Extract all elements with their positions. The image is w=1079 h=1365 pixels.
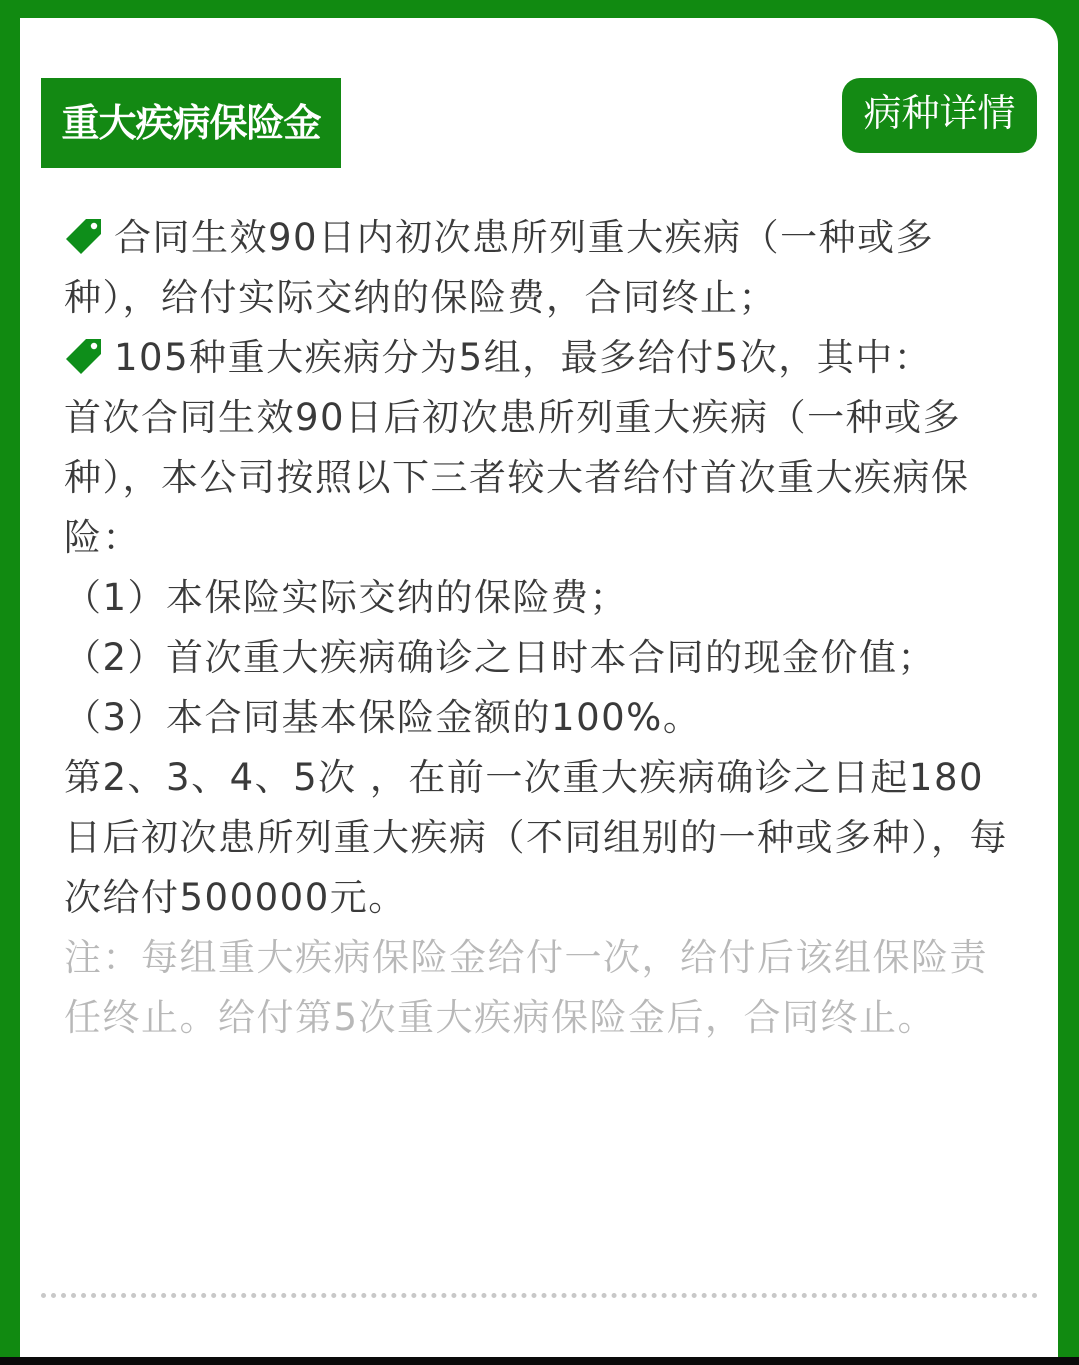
later-payments-paragraph: 第2、3、4、5次 ，在前一次重大疾病确诊之日起180日后初次患所列重大疾病（不同组别的一种或多种），每次给付500000元。 [64,756,1008,919]
tag-icon [64,336,104,376]
option-3: （3）本合同基本保险金额的100%。 [64,696,702,739]
section-title: 重大疾病保险金 [41,78,341,168]
content-card [20,18,1058,1357]
option-2: （2）首次重大疾病确诊之日时本合同的现金价值； [64,636,937,679]
list-item [64,328,1014,388]
dotted-divider [41,1293,1038,1298]
first-payment-paragraph: 首次合同生效90日后初次患所列重大疾病（一种或多种），本公司按照以下三者较大者给付首次重大疾病保险： [64,396,970,559]
tag-icon [64,216,104,256]
option-1: （1）本保险实际交纳的保险费； [64,576,629,619]
benefit-description [64,208,1014,1048]
note-text: 注：每组重大疾病保险金给付一次，给付后该组保险责任终止。给付第5次重大疾病保险金后，合同终止。 [64,936,988,1039]
bottom-bar [0,1357,1079,1365]
disease-details-button[interactable]: 病种详情 [842,78,1037,153]
list-item-text: 105种重大疾病分为5组，最多给付5次，其中： [114,336,933,379]
list-item-text: 合同生效90日内初次患所列重大疾病（一种或多种），给付实际交纳的保险费，合同终止； [64,216,935,319]
list-item [64,208,1014,328]
